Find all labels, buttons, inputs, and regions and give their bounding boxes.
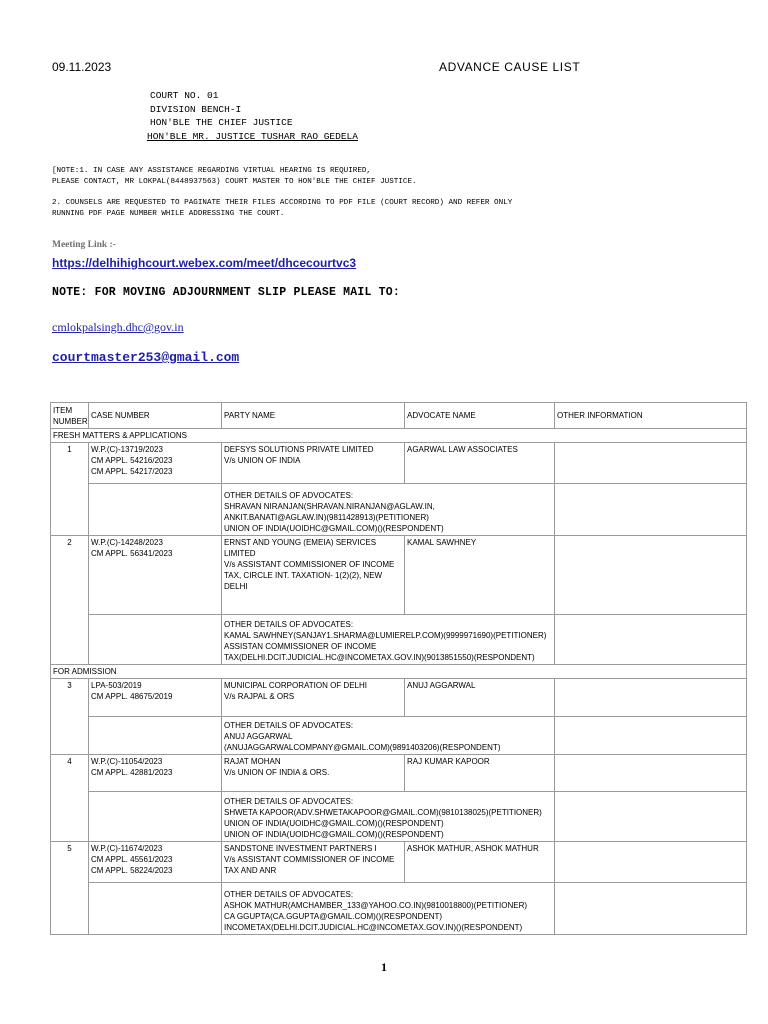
email-link-1[interactable]: cmlokpalsingh.dhc@gov.in xyxy=(52,320,184,334)
bench-name: DIVISION BENCH-I xyxy=(150,103,242,115)
party-name-cell xyxy=(222,443,405,484)
party-name-line: V/s ASSISTANT COMMISSIONER OF INCOME xyxy=(224,855,395,864)
case-number-line: W.P.(C)-13719/2023 xyxy=(91,445,163,454)
note-2-line-1: 2. COUNSELS ARE REQUESTED TO PAGINATE THEIR FILES ACCORDING TO PDF FILE (COURT RECORD) AND REFER ONLY xyxy=(52,199,513,207)
party-name-line: SANDSTONE INVESTMENT PARTNERS I xyxy=(224,844,377,853)
advocate-details-line: OTHER DETAILS OF ADVOCATES: xyxy=(224,620,354,629)
advocate-details-line: OTHER DETAILS OF ADVOCATES: xyxy=(224,797,354,806)
case-number-line: LPA-503/2019 xyxy=(91,681,142,690)
advocate-details-line: ANKIT.BANATI@AGLAW.IN)(9811428913)(PETITIONER) xyxy=(224,513,429,522)
item-number-cell: 1 xyxy=(51,443,89,536)
advocate-details-line: OTHER DETAILS OF ADVOCATES: xyxy=(224,491,354,500)
advocate-details-cell xyxy=(222,484,555,536)
email-link-2[interactable]: courtmaster253@gmail.com xyxy=(52,350,240,365)
other-information-cell xyxy=(555,536,747,615)
case-number-line: W.P.(C)-11054/2023 xyxy=(91,757,163,766)
party-name-line: RAJAT MOHAN xyxy=(224,757,281,766)
advocate-name-cell: RAJ KUMAR KAPOOR xyxy=(405,755,555,792)
party-name-line: V/s UNION OF INDIA & ORS. xyxy=(224,768,330,777)
advocate-details-line: UNION OF INDIA(UOIDHC@GMAIL.COM)()(RESPONDENT) xyxy=(224,524,444,533)
case-number-line: CM APPL. 56341/2023 xyxy=(91,549,173,558)
advocate-details-line: UNION OF INDIA(UOIDHC@GMAIL.COM)()(RESPONDENT) xyxy=(224,830,444,839)
table-body-fresh xyxy=(51,443,747,665)
meeting-label: Meeting Link :- xyxy=(52,240,116,250)
court-number: COURT NO. 01 xyxy=(150,90,219,101)
list-date: 09.11.2023 xyxy=(52,60,112,74)
table-row-details xyxy=(51,717,747,755)
advocate-details-line: UNION OF INDIA(UOIDHC@GMAIL.COM)()(RESPONDENT) xyxy=(224,819,444,828)
party-name-line: V/s ASSISTANT COMMISSIONER OF INCOME xyxy=(224,560,395,569)
advocate-details-line: ASSISTAN COMMISSIONER OF INCOME xyxy=(224,642,377,651)
party-name-line: MUNICIPAL CORPORATION OF DELHI xyxy=(224,681,367,690)
advocate-details-line: OTHER DETAILS OF ADVOCATES: xyxy=(224,721,354,730)
table-row-details xyxy=(51,484,747,536)
advocate-details-line: SHWETA KAPOOR(ADV.SHWETAKAPOOR@GMAIL.COM)(9810138025)(PETITIONER) xyxy=(224,808,542,817)
meeting-link[interactable]: https://delhihighcourt.webex.com/meet/dhcecourtvc3 xyxy=(52,256,357,270)
other-information-cell xyxy=(555,755,747,792)
advocate-details-line: ANUJ AGGARWAL xyxy=(224,732,293,741)
table-row xyxy=(51,679,747,717)
table-row xyxy=(51,443,747,484)
header-party-name: PARTY NAME xyxy=(222,403,405,429)
table-row xyxy=(51,755,747,792)
note-2 xyxy=(52,198,512,220)
adjournment-note: NOTE: FOR MOVING ADJOURNMENT SLIP PLEASE MAIL TO: xyxy=(52,286,400,299)
section-for-admission: FOR ADMISSION xyxy=(51,665,747,679)
details-other-cell xyxy=(555,792,747,842)
table-row-details xyxy=(51,792,747,842)
advocate-details-line: INCOMETAX(DELHI.DCIT.JUDICIAL.HC@INCOMETAX.GOV.IN)()(RESPONDENT) xyxy=(224,923,523,932)
party-name-line: DEFSYS SOLUTIONS PRIVATE LIMITED xyxy=(224,445,374,454)
page-title: ADVANCE CAUSE LIST xyxy=(439,60,581,74)
party-name-cell xyxy=(222,536,405,615)
details-spacer-cell xyxy=(89,883,222,935)
advocate-details-cell xyxy=(222,792,555,842)
case-number-cell xyxy=(89,755,222,792)
advocate-name-cell: ASHOK MATHUR, ASHOK MATHUR xyxy=(405,842,555,883)
advocate-details-line: OTHER DETAILS OF ADVOCATES: xyxy=(224,890,354,899)
case-number-line: CM APPL. 54217/2023 xyxy=(91,467,173,476)
advocate-details-line: KAMAL SAWHNEY(SANJAY1.SHARMA@LUMIERELP.COM)(9999971690)(PETITIONER) xyxy=(224,631,547,640)
table-row xyxy=(51,536,747,615)
advocate-details-cell xyxy=(222,883,555,935)
case-number-cell xyxy=(89,842,222,883)
details-other-cell xyxy=(555,484,747,536)
details-spacer-cell xyxy=(89,792,222,842)
note-2-line-2: RUNNING PDF PAGE NUMBER WHILE ADDRESSING THE COURT. xyxy=(52,210,285,218)
table-row-details xyxy=(51,883,747,935)
judge-1: HON'BLE THE CHIEF JUSTICE xyxy=(150,117,293,128)
case-number-line: CM APPL. 54216/2023 xyxy=(91,456,173,465)
header-case-number: CASE NUMBER xyxy=(89,403,222,429)
header-advocate-name: ADVOCATE NAME xyxy=(405,403,555,429)
party-name-line: LIMITED xyxy=(224,549,256,558)
note-1-line-2: PLEASE CONTACT, MR LOKPAL(8448937563) COURT MASTER TO HON'BLE THE CHIEF JUSTICE. xyxy=(52,178,417,186)
advocate-name-cell: ANUJ AGGARWAL xyxy=(405,679,555,717)
advocate-details-cell xyxy=(222,717,555,755)
case-number-line: W.P.(C)-14248/2023 xyxy=(91,538,163,547)
item-number-cell: 4 xyxy=(51,755,89,842)
other-information-cell xyxy=(555,679,747,717)
header-other-information: OTHER INFORMATION xyxy=(555,403,747,429)
advocate-details-cell xyxy=(222,615,555,665)
section-fresh-matters: FRESH MATTERS & APPLICATIONS xyxy=(51,429,747,443)
case-number-line: CM APPL. 42881/2023 xyxy=(91,768,173,777)
case-number-cell xyxy=(89,536,222,615)
table-header-row xyxy=(51,403,747,429)
advocate-name-cell: KAMAL SAWHNEY xyxy=(405,536,555,615)
header-item-number: ITEM NUMBER xyxy=(51,403,89,429)
judge-2: HON'BLE MR. JUSTICE TUSHAR RAO GEDELA xyxy=(147,130,358,142)
party-name-line: V/s UNION OF INDIA xyxy=(224,456,301,465)
page-number: 1 xyxy=(381,960,387,974)
details-spacer-cell xyxy=(89,615,222,665)
case-number-line: CM APPL. 45561/2023 xyxy=(91,855,173,864)
cause-list-table xyxy=(50,402,747,935)
item-number-cell: 5 xyxy=(51,842,89,935)
section-row xyxy=(51,665,747,679)
advocate-details-line: CA GGUPTA(CA.GGUPTA@GMAIL.COM)()(RESPONDENT) xyxy=(224,912,443,921)
party-name-cell xyxy=(222,842,405,883)
item-number-cell: 2 xyxy=(51,536,89,665)
note-1 xyxy=(52,166,417,188)
case-number-line: CM APPL. 48675/2019 xyxy=(91,692,173,701)
case-number-cell xyxy=(89,443,222,484)
party-name-line: V/s RAJPAL & ORS xyxy=(224,692,295,701)
advocate-details-line: (ANUJAGGARWALCOMPANY@GMAIL.COM)(9891403206)(RESPONDENT) xyxy=(224,743,501,752)
party-name-line: TAX AND ANR xyxy=(224,866,277,875)
section-row xyxy=(51,429,747,443)
item-number-cell: 3 xyxy=(51,679,89,755)
table-body-admission xyxy=(51,679,747,935)
advocate-name-cell: AGARWAL LAW ASSOCIATES xyxy=(405,443,555,484)
case-number-cell xyxy=(89,679,222,717)
party-name-line: ERNST AND YOUNG (EMEIA) SERVICES xyxy=(224,538,377,547)
details-other-cell xyxy=(555,883,747,935)
table-row-details xyxy=(51,615,747,665)
party-name-cell xyxy=(222,679,405,717)
advocate-details-line: SHRAVAN NIRANJAN(SHRAVAN.NIRANJAN@AGLAW.IN, xyxy=(224,502,435,511)
case-number-line: CM APPL. 58224/2023 xyxy=(91,866,173,875)
advocate-details-line: ASHOK MATHUR(AMCHAMBER_133@YAHOO.CO.IN)(9810018800)(PETITIONER) xyxy=(224,901,528,910)
advocate-details-line: TAX(DELHI.DCIT.JUDICIAL.HC@INCOMETAX.GOV.IN)(9013851550)(RESPONDENT) xyxy=(224,653,535,662)
case-number-line: W.P.(C)-11674/2023 xyxy=(91,844,163,853)
court-details xyxy=(147,89,358,143)
other-information-cell xyxy=(555,842,747,883)
party-name-line: TAX, CIRCLE INT. TAXATION- 1(2)(2), NEW xyxy=(224,571,383,580)
details-other-cell xyxy=(555,615,747,665)
table-row xyxy=(51,842,747,883)
details-other-cell xyxy=(555,717,747,755)
details-spacer-cell xyxy=(89,717,222,755)
party-name-line: DELHI xyxy=(224,582,248,591)
other-information-cell xyxy=(555,443,747,484)
details-spacer-cell xyxy=(89,484,222,536)
party-name-cell xyxy=(222,755,405,792)
note-1-line-1: [NOTE:1. IN CASE ANY ASSISTANCE REGARDING VIRTUAL HEARING IS REQUIRED, xyxy=(52,167,371,175)
